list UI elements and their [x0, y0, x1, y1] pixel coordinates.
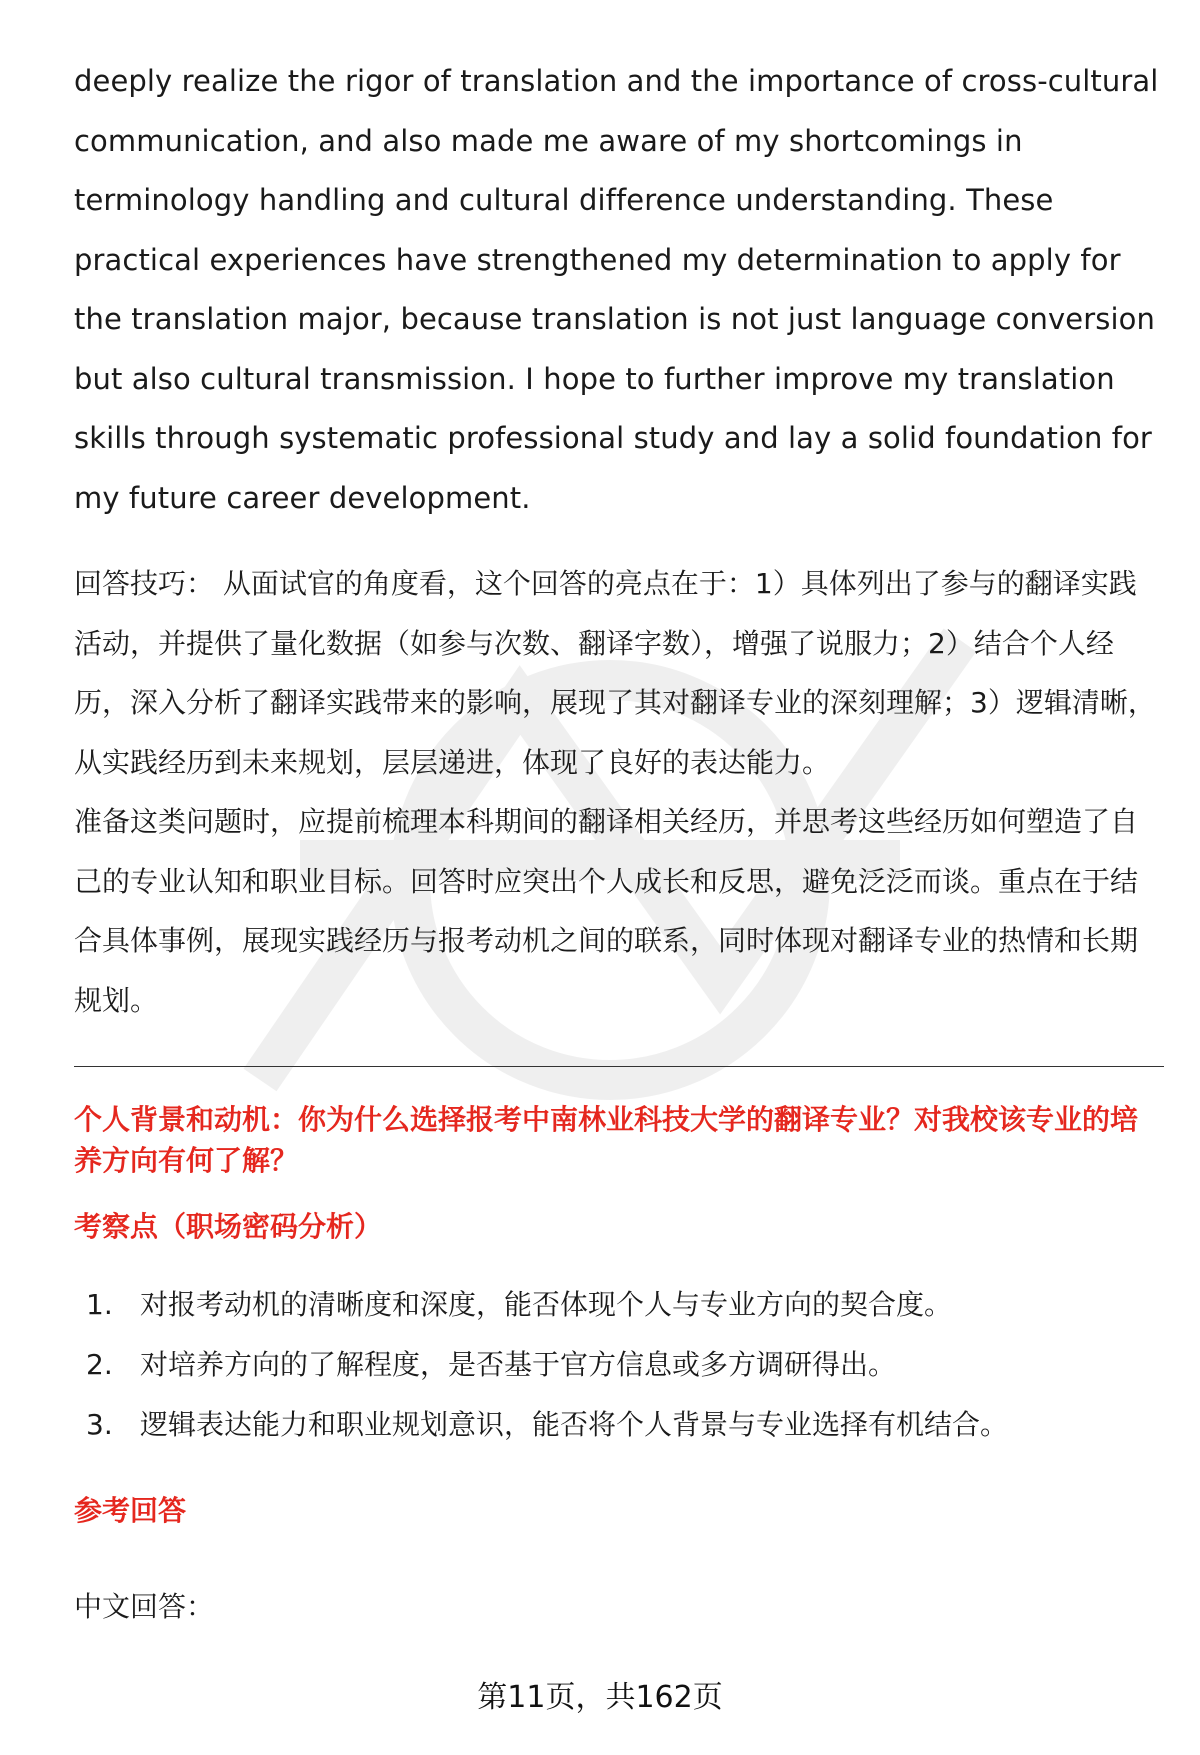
answer-tip-section — [74, 554, 1164, 1030]
reference-answer-heading: 参考回答 — [74, 1494, 187, 1527]
list-item-text: 对培养方向的了解程度，是否基于官方信息或多方调研得出。 — [140, 1348, 897, 1381]
list-item-number: 1. — [86, 1288, 113, 1321]
chinese-answer-label: 中文回答： — [74, 1590, 215, 1623]
document-page — [74, 52, 1164, 1637]
tip-paragraph-1: 回答技巧： 从面试官的角度看，这个回答的亮点在于：1）具体列出了参与的翻译实践活动，并提供了量化数据（如参与次数、翻译字数），增强了说服力；2）结合个人经历，深入分析了翻译实践带来的影响，展现了其对翻译专业的深刻理解；3）逻辑清晰，从实践经历到未来规划，层层递进，体现了良好的表达能力。 — [74, 567, 1156, 779]
list-item — [74, 1335, 1164, 1395]
page-number: 第11页，共162页 — [477, 1680, 723, 1715]
points-heading: 考察点（职场密码分析） — [74, 1210, 383, 1243]
tip-paragraph-2: 准备这类问题时，应提前梳理本科期间的翻译相关经历，并思考这些经历如何塑造了自己的专业认知和职业目标。回答时应突出个人成长和反思，避免泛泛而谈。重点在于结合具体事例，展现实践经历与报考动机之间的联系，同时体现对翻译专业的热情和长期规划。 — [74, 805, 1139, 1017]
question-heading: 个人背景和动机：你为什么选择报考中南林业科技大学的翻译专业？对我校该专业的培养方向有何了解？ — [74, 1103, 1139, 1177]
intro-paragraph: deeply realize the rigor of translation and the importance of cross-cultural communication, and also made me aware of my shortcomings in terminology handling and cultural difference understanding. These practical experiences have strengthened my determination to apply for the translation major, because translation is not just language conversion but also cultural transmission. I hope to further improve my translation skills through systematic professional study and lay a solid foundation for my future career development. — [74, 64, 1159, 515]
points-list — [74, 1275, 1164, 1455]
list-item-number: 2. — [86, 1348, 113, 1381]
list-item-number: 3. — [86, 1408, 113, 1441]
list-item — [74, 1275, 1164, 1335]
list-item-text: 逻辑表达能力和职业规划意识，能否将个人背景与专业选择有机结合。 — [140, 1408, 1009, 1441]
list-item-text: 对报考动机的清晰度和深度，能否体现个人与专业方向的契合度。 — [140, 1288, 953, 1321]
section-divider — [74, 1066, 1164, 1067]
list-item — [74, 1395, 1164, 1455]
